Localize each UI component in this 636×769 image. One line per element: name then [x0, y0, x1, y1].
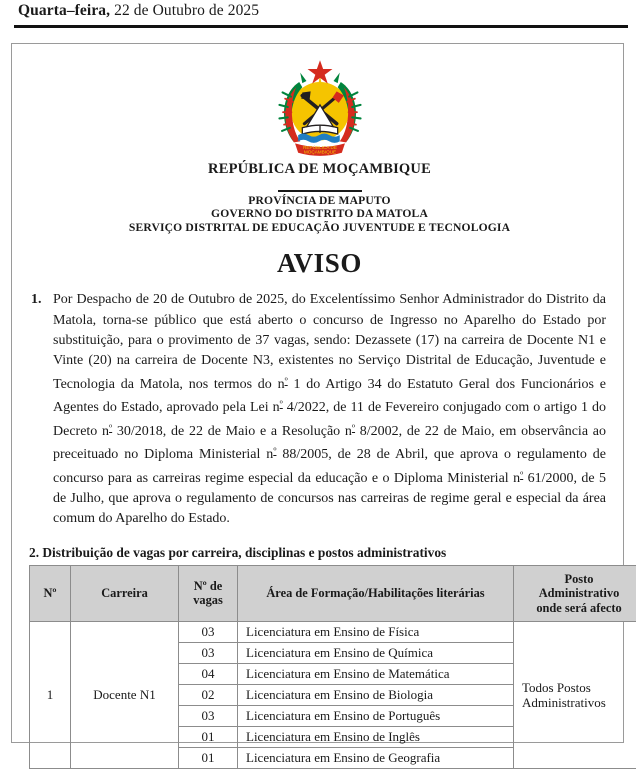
organisation-government: GOVERNO DO DISTRITO DA MATOLA — [29, 207, 610, 221]
column-header-numero-vagas — [179, 565, 238, 621]
column-header-carreira: Carreira — [71, 565, 179, 621]
ordinal-mark-2: º — [280, 399, 283, 410]
ordinal-mark-5: º — [273, 446, 276, 457]
column-header-area-formacao: Área de Formação/Habilitações literárias — [238, 565, 514, 621]
cell-vagas: 03 — [179, 621, 238, 642]
cell-vagas: 03 — [179, 705, 238, 726]
vagas-distribution-table — [29, 565, 636, 769]
cell-group-number: 1 — [30, 621, 71, 768]
organisation-province: PROVÍNCIA DE MAPUTO — [29, 194, 610, 208]
clause-1-seg6: 88/2005, de 28 de Abril, que aprova o regulamento de concurso para as carreiras regime especial da educação e o Diploma Ministerial n — [53, 447, 606, 486]
cell-vagas: 02 — [179, 684, 238, 705]
organisation-divider-rule — [278, 190, 362, 192]
cell-area: Licenciatura em Ensino de Física — [238, 621, 514, 642]
clause-1-seg1: Por Despacho de 20 de Outubro de 2025, do Excelentíssimo Senhor Administrador do Distrito da Matola, torna-se público que está aberto o concurso de Ingresso no Aparelho do Estado por substituição, para o provimento de 37 vagas, sendo: Dezassete (17) na carreira de Docente N1 e Vinte (20) na carreira de Docente N3, existentes no Serviço Distrital de Educação, Juventude e Tecnologia da Matola, nos termos do n — [53, 292, 606, 391]
table-body — [30, 621, 636, 768]
organisation-service: SERVIÇO DISTRITAL DE EDUCAÇÃO JUVENTUDE E TECNOLOGIA — [29, 221, 610, 235]
clause-1-seg5: 8/2002, de 22 de Maio, em observância ao preceituado no Diploma Ministerial n — [53, 424, 606, 463]
organisation-block — [29, 190, 610, 234]
clause-1-seg3: 4/2022, de 11 de Fevereiro conjugado com o artigo 1 do Decreto n — [53, 400, 606, 439]
mozambique-coat-of-arms-icon — [268, 55, 372, 159]
cell-vagas: 01 — [179, 747, 238, 768]
cell-vagas: 01 — [179, 726, 238, 747]
cell-group-posto: Todos Postos Administrativos — [514, 621, 636, 768]
page-content — [29, 43, 610, 769]
svg-text:REPÚBLICA DE: REPÚBLICA DE — [303, 144, 337, 150]
ordinal-mark-6: º — [520, 470, 523, 481]
column-header-vagas-line1: Nº de — [194, 579, 223, 593]
cell-area: Licenciatura em Ensino de Matemática — [238, 663, 514, 684]
cell-vagas: 03 — [179, 642, 238, 663]
header-date — [18, 2, 259, 20]
cell-area: Licenciatura em Ensino de Inglês — [238, 726, 514, 747]
cell-area: Licenciatura em Ensino de Química — [238, 642, 514, 663]
cell-area: Licenciatura em Ensino de Português — [238, 705, 514, 726]
column-header-posto-administrativo — [514, 565, 636, 621]
cell-area: Licenciatura em Ensino de Geografia — [238, 747, 514, 768]
page-title: AVISO — [29, 248, 610, 279]
column-header-posto-line1: Posto — [565, 572, 594, 586]
column-header-posto-line2: Administrativo — [539, 586, 620, 600]
cell-area: Licenciatura em Ensino de Biologia — [238, 684, 514, 705]
clause-1-seg4: 30/2018, de 22 de Maio e a Resolução n — [112, 424, 352, 439]
document-running-header — [0, 0, 636, 33]
emblem-container — [29, 55, 610, 159]
clause-1-text — [53, 290, 606, 529]
clause-1-seg2: 1 do Artigo 34 do Estatuto Geral dos Funcionários e Agentes do Estado, aprovado pela Lei n — [53, 377, 606, 416]
header-date-rest: 22 de Outubro de 2025 — [110, 2, 259, 19]
table-header — [30, 565, 636, 621]
clause-1 — [29, 290, 610, 529]
header-date-weekday: Quarta–feira, — [18, 2, 110, 19]
section-2-heading: 2. Distribuição de vagas por carreira, disciplinas e postos administrativos — [29, 545, 610, 561]
svg-text:MOÇAMBIQUE: MOÇAMBIQUE — [303, 149, 335, 154]
ordinal-mark-3: º — [109, 423, 112, 434]
clause-1-number: 1. — [29, 290, 53, 529]
column-header-vagas-line2: vagas — [193, 593, 223, 607]
cell-group-carreira: Docente N1 — [71, 621, 179, 768]
column-header-numero: Nº — [30, 565, 71, 621]
clause-1-seg7: 61/2000, de 5 de Julho, que aprova o regulamento de concursos nas carreiras de regime geral e especial da área comum do Aparelho do Estado. — [53, 471, 606, 527]
ordinal-mark-4: º — [352, 423, 355, 434]
table-header-row — [30, 565, 636, 621]
ordinal-mark-1: º — [285, 376, 288, 387]
header-divider-rule — [14, 25, 628, 28]
column-header-posto-line3: onde será afecto — [536, 601, 621, 615]
cell-vagas: 04 — [179, 663, 238, 684]
table-row — [30, 621, 636, 642]
republic-caption: REPÚBLICA DE MOÇAMBIQUE — [29, 161, 610, 178]
